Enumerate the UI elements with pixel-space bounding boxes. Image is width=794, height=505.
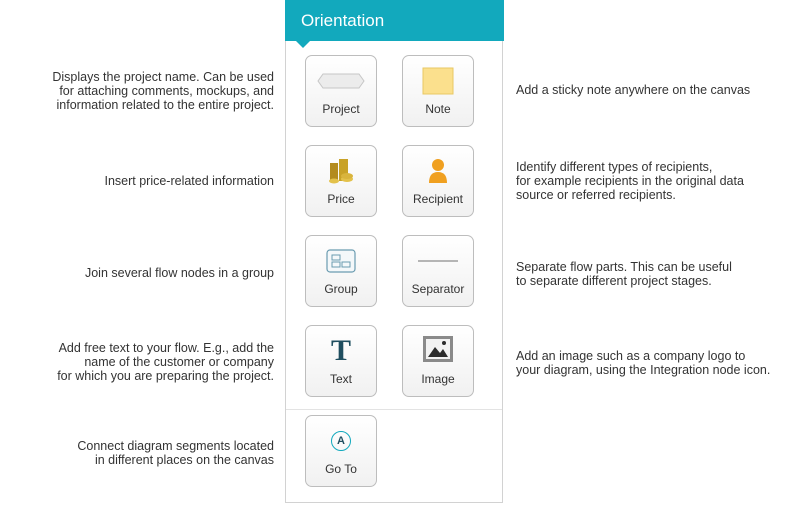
project-tile[interactable]	[305, 55, 377, 127]
recipient-icon	[403, 156, 473, 186]
price-icon	[306, 156, 376, 186]
text-icon-glyph: T	[330, 334, 351, 367]
note-tile[interactable]	[402, 55, 474, 127]
text-tile[interactable]	[305, 325, 377, 397]
note-tile-label: Note	[425, 102, 451, 116]
image-icon	[403, 334, 473, 364]
text-description: Add free text to your flow. E.g., add the name of the customer or company for which you are preparing the project.	[57, 341, 274, 383]
text-tile-label: Text	[329, 372, 352, 386]
price-tile-label: Price	[327, 192, 355, 206]
price-description: Insert price-related information	[104, 174, 274, 188]
note-description: Add a sticky note anywhere on the canvas	[516, 83, 751, 97]
recipient-tile-label: Recipient	[412, 192, 464, 206]
image-tile[interactable]	[402, 325, 474, 397]
project-tile-label: Project	[322, 102, 360, 116]
separator-tile-label: Separator	[411, 282, 465, 296]
panel-divider	[286, 409, 502, 410]
group-tile-label: Group	[324, 282, 358, 296]
group-tile[interactable]	[305, 235, 377, 307]
goto-tile-label: Go To	[325, 462, 357, 476]
separator-description: Separate flow parts. This can be useful to separate different project stages.	[516, 260, 732, 288]
orientation-panel	[285, 0, 503, 503]
image-description: Add an image such as a company logo to your diagram, using the Integration node icon.	[516, 349, 771, 377]
panel-title: Orientation	[301, 11, 385, 30]
project-icon	[306, 66, 376, 96]
image-tile-label: Image	[421, 372, 455, 386]
panel-header-caret	[296, 41, 310, 48]
group-icon	[306, 246, 376, 276]
text-icon	[306, 336, 376, 366]
goto-description: Connect diagram segments located in different places on the canvas	[77, 439, 274, 467]
group-description: Join several flow nodes in a group	[84, 266, 274, 280]
recipient-tile[interactable]	[402, 145, 474, 217]
project-description: Displays the project name. Can be used for attaching comments, mockups, and information related to the entire project.	[52, 70, 274, 112]
panel-header[interactable]	[285, 0, 504, 41]
goto-icon-glyph: A	[337, 435, 345, 447]
note-icon	[403, 66, 473, 96]
separator-icon	[403, 246, 473, 276]
goto-icon	[306, 426, 376, 456]
recipient-description: Identify different types of recipients, for example recipients in the original data source or referred recipients.	[516, 160, 744, 202]
price-tile[interactable]	[305, 145, 377, 217]
goto-tile[interactable]	[305, 415, 377, 487]
separator-tile[interactable]	[402, 235, 474, 307]
